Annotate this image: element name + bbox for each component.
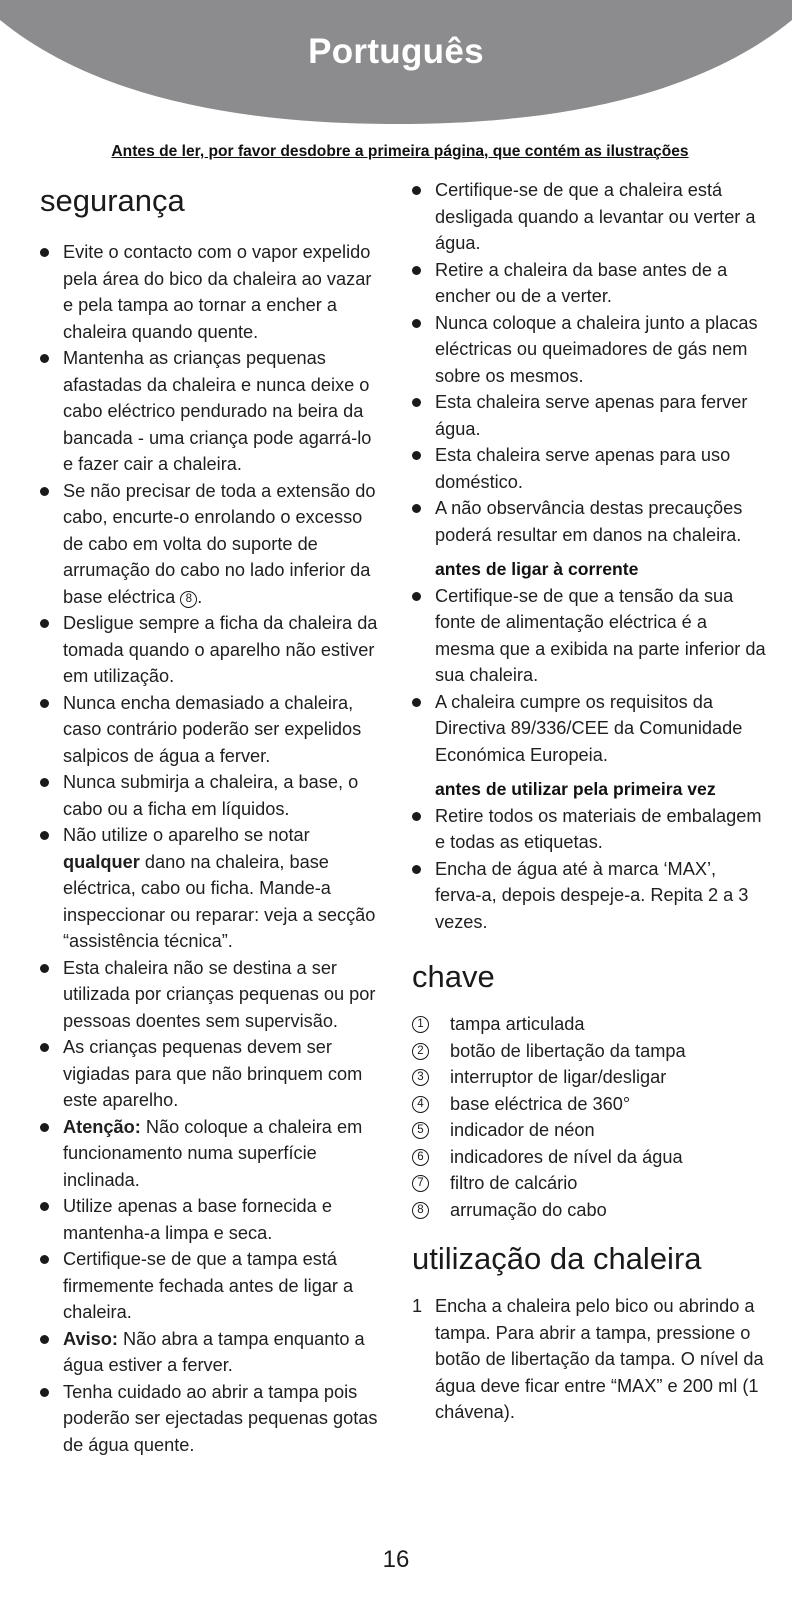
key-list — [412, 1011, 767, 1223]
bullet-icon — [412, 592, 421, 601]
list-item: Não utilize o aparelho se notar qualquer dano na chaleira, base eléctrica, cabo ou ficha. Mande-a inspeccionar ou reparar: veja a secção “assistência técnica”. — [40, 822, 386, 955]
callout-6-icon: 6 — [412, 1149, 429, 1166]
list-item: Certifique-se de que a tampa está firmemente fechada antes de ligar a chaleira. — [40, 1246, 386, 1326]
before-first-use-list — [412, 803, 767, 936]
list-item: Tenha cuidado ao abrir a tampa pois poderão ser ejectadas pequenas gotas de água quente. — [40, 1379, 386, 1459]
unfold-notice: Antes de ler, por favor desdobre a primeira página, que contém as ilustrações — [111, 143, 689, 160]
bullet-icon — [40, 487, 49, 496]
list-item: Retire todos os materiais de embalagem e todas as etiquetas. — [412, 803, 767, 856]
callout-7-icon: 7 — [412, 1175, 429, 1192]
bullet-icon — [40, 354, 49, 363]
key-item: 1 tampa articulada — [412, 1011, 767, 1038]
list-item: Utilize apenas a base fornecida e mantenha-a limpa e seca. — [40, 1193, 386, 1246]
list-item: Certifique-se de que a chaleira está desligada quando a levantar ou verter a água. — [412, 177, 767, 257]
bullet-icon — [412, 398, 421, 407]
bullet-icon — [40, 619, 49, 628]
key-item: 7 filtro de calcário — [412, 1170, 767, 1197]
page-header — [0, 0, 792, 130]
list-item: Mantenha as crianças pequenas afastadas da chaleira e nunca deixe o cabo eléctrico pendurado na beira da bancada - uma criança pode agarrá-lo e fazer cair a chaleira. — [40, 345, 386, 478]
key-item: 5 indicador de néon — [412, 1117, 767, 1144]
list-item: Esta chaleira serve apenas para ferver água. — [412, 389, 767, 442]
bullet-icon — [412, 451, 421, 460]
key-item: 2 botão de libertação da tampa — [412, 1038, 767, 1065]
bullet-icon — [412, 266, 421, 275]
list-item: Nunca coloque a chaleira junto a placas eléctricas ou queimadores de gás nem sobre os mesmos. — [412, 310, 767, 390]
right-column — [412, 177, 767, 1426]
list-item: Certifique-se de que a tensão da sua fonte de alimentação eléctrica é a mesma que a exibida na parte inferior da sua chaleira. — [412, 583, 767, 689]
bullet-icon — [412, 698, 421, 707]
list-item: Esta chaleira não se destina a ser utilizada por crianças pequenas ou por pessoas doentes sem supervisão. — [40, 955, 386, 1035]
step-number: 1 — [412, 1296, 423, 1316]
bullet-icon — [40, 248, 49, 257]
usage-steps — [412, 1293, 767, 1426]
page-title: Português — [308, 32, 484, 71]
bullet-icon — [412, 812, 421, 821]
callout-8-icon: 8 — [412, 1202, 429, 1219]
key-item: 8 arrumação do cabo — [412, 1197, 767, 1224]
left-column — [40, 175, 386, 1458]
section-title-usage: utilização da chaleira — [412, 1241, 702, 1276]
subheading-before-plugging: antes de ligar à corrente — [435, 559, 639, 579]
list-item: A chaleira cumpre os requisitos da Directiva 89/336/CEE da Comunidade Económica Europeia. — [412, 689, 767, 769]
list-item: Se não precisar de toda a extensão do cabo, encurte-o enrolando o excesso de cabo em volta do suporte de arrumação do cabo no lado inferior da base eléctrica 8 . — [40, 478, 386, 611]
bullet-icon — [40, 778, 49, 787]
bullet-icon — [412, 186, 421, 195]
list-item: Atenção: Não coloque a chaleira em funcionamento numa superfície inclinada. — [40, 1114, 386, 1194]
callout-4-icon: 4 — [412, 1096, 429, 1113]
bullet-icon — [412, 504, 421, 513]
bullet-icon — [40, 831, 49, 840]
bullet-icon — [40, 1202, 49, 1211]
callout-1-icon: 1 — [412, 1016, 429, 1033]
safety-list-continued — [412, 177, 767, 548]
page-number: 16 — [382, 1546, 410, 1573]
bullet-icon — [40, 1043, 49, 1052]
key-item: 4 base eléctrica de 360° — [412, 1091, 767, 1118]
list-item: Nunca submirja a chaleira, a base, o cabo ou a ficha em líquidos. — [40, 769, 386, 822]
bullet-icon — [412, 319, 421, 328]
bullet-icon — [40, 1335, 49, 1344]
list-item: Esta chaleira serve apenas para uso doméstico. — [412, 442, 767, 495]
list-item: Desligue sempre a ficha da chaleira da tomada quando o aparelho não estiver em utilização. — [40, 610, 386, 690]
list-item: Aviso: Não abra a tampa enquanto a água estiver a ferver. — [40, 1326, 386, 1379]
list-item: Nunca encha demasiado a chaleira, caso contrário poderão ser expelidos salpicos de água a ferver. — [40, 690, 386, 770]
section-title-safety: segurança — [40, 183, 185, 218]
bullet-icon — [40, 699, 49, 708]
list-item: Retire a chaleira da base antes de a encher ou de a verter. — [412, 257, 767, 310]
list-item: As crianças pequenas devem ser vigiadas para que não brinquem com este aparelho. — [40, 1034, 386, 1114]
callout-2-icon: 2 — [412, 1043, 429, 1060]
step-item: 1 Encha a chaleira pelo bico ou abrindo a tampa. Para abrir a tampa, pressione o botão de libertação da tampa. O nível da água deve ficar entre “MAX” e 200 ml (1 chávena). — [412, 1293, 767, 1426]
list-item: Evite o contacto com o vapor expelido pela área do bico da chaleira ao vazar e pela tampa ao tornar a encher a chaleira quando quente. — [40, 239, 386, 345]
callout-3-icon: 3 — [412, 1069, 429, 1086]
callout-5-icon: 5 — [412, 1122, 429, 1139]
list-item: A não observância destas precauções poderá resultar em danos na chaleira. — [412, 495, 767, 548]
subheading-before-first-use: antes de utilizar pela primeira vez — [435, 779, 716, 799]
callout-8-icon: 8 — [180, 591, 197, 608]
bullet-icon — [40, 1255, 49, 1264]
safety-list — [40, 239, 386, 1458]
list-item: Encha de água até à marca ‘MAX’, ferva-a, depois despeje-a. Repita 2 a 3 vezes. — [412, 856, 767, 936]
key-item: 6 indicadores de nível da água — [412, 1144, 767, 1171]
section-title-key: chave — [412, 959, 495, 994]
bullet-icon — [40, 964, 49, 973]
before-plugging-list — [412, 583, 767, 769]
bullet-icon — [412, 865, 421, 874]
bullet-icon — [40, 1123, 49, 1132]
bullet-icon — [40, 1388, 49, 1397]
key-item: 3 interruptor de ligar/desligar — [412, 1064, 767, 1091]
